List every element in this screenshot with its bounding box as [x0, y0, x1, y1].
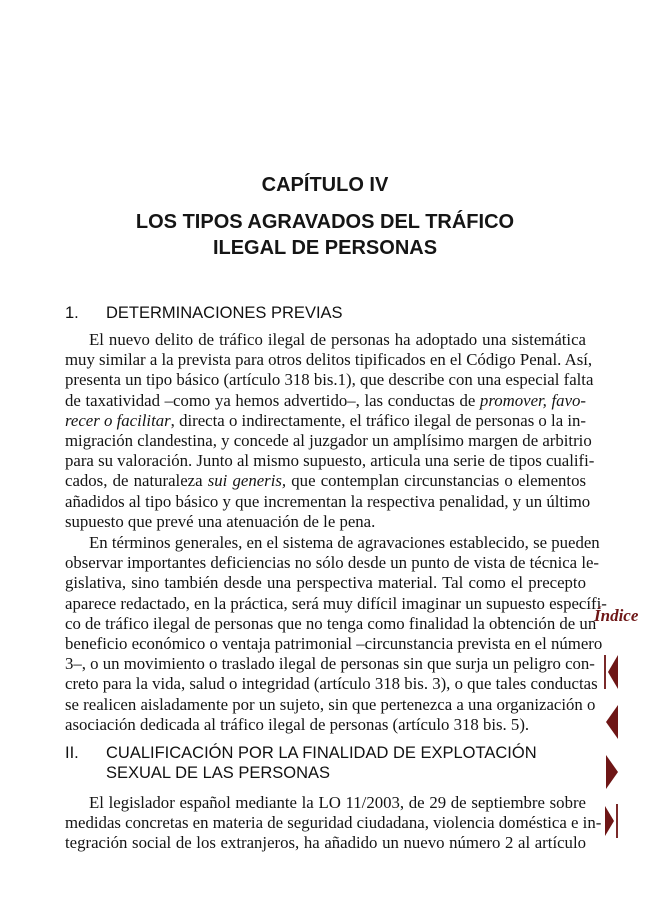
text-line: [65, 391, 586, 411]
text-run: observar importantes deficiencias no sólo desde un punto de vista de técnica le-: [65, 553, 600, 573]
first-page-button[interactable]: [602, 654, 622, 690]
section-heading-1: [65, 303, 586, 323]
italic-text: promover, favo-: [479, 390, 586, 410]
paragraph: [65, 330, 595, 532]
text-run: se realicen aisladamente por un sujeto, sin que pertenezca a una organización o: [65, 694, 596, 714]
section-heading-2: [65, 743, 586, 783]
text-run: beneficio económico o ventaja patrimonial –circunstancia prevista en el número: [65, 633, 603, 653]
text-run: que contemplan circunstancias o elementos: [286, 471, 587, 491]
chapter-title: [0, 209, 650, 261]
text-run: 3–, o un movimiento o traslado ilegal de personas sin que surja un peligro con-: [65, 654, 595, 674]
text-line: [65, 533, 600, 553]
text-line: [65, 715, 586, 735]
chapter-title-line: ILEGAL DE PERSONAS: [212, 237, 438, 259]
section-number: II.: [65, 744, 79, 762]
text-run: aparece redactado, en la práctica, será muy difícil imaginar un supuesto específi-: [65, 593, 607, 613]
previous-page-icon: [602, 704, 622, 740]
last-page-icon: [602, 803, 622, 839]
section-title: [106, 303, 343, 323]
text-run: asociación dedicada al tráfico ilegal de personas (artículo 318 bis. 5).: [65, 714, 530, 734]
section-number: 1.: [65, 304, 79, 322]
text-line: [65, 593, 607, 614]
next-page-icon: [602, 754, 622, 790]
text-run: muy similar a la prevista para otros delitos tipificados en el Código Penal. Así,: [65, 350, 593, 370]
first-page-icon: [602, 654, 622, 690]
paragraph: [65, 793, 602, 854]
text-line: [65, 451, 595, 471]
text-run: En términos generales, en el sistema de agravaciones establecido, se pueden: [89, 533, 600, 552]
text-line: [65, 654, 595, 674]
text-run: para su valoración. Junto al mismo supuesto, articula una serie de tipos cualifi-: [65, 451, 595, 471]
section-title-line: CUALIFICACIÓN POR LA FINALIDAD DE EXPLOTACIÓN: [106, 744, 537, 762]
text-run: , directa o indirectamente, el tráfico ilegal de personas o la in-: [170, 410, 586, 430]
text-line: [65, 411, 586, 431]
text-run: El nuevo delito de tráfico ilegal de personas ha adoptado una sistemática: [89, 330, 586, 349]
text-line: [65, 330, 586, 350]
last-page-button[interactable]: [602, 803, 622, 839]
text-line: [65, 471, 586, 491]
next-page-button[interactable]: [602, 754, 622, 790]
text-run: migración clandestina, y concede al juzgador un amplísimo margen de arbitrio: [65, 430, 592, 450]
section-title-line: SEXUAL DE LAS PERSONAS: [106, 764, 331, 782]
text-run: medidas concretas en materia de seguridad ciudadana, violencia doméstica e in-: [65, 813, 602, 833]
text-line: [65, 491, 591, 512]
text-line: [65, 633, 603, 654]
text-line: [65, 370, 594, 390]
chapter-number: CAPÍTULO IV: [261, 174, 389, 196]
text-run: gislativa, sino también desde una perspectiva material. Tal como el precepto: [65, 573, 586, 593]
italic-text: sui generis,: [207, 471, 287, 491]
text-run: añadidos al tipo básico y que incrementan la respectiva penalidad, y un último: [65, 491, 591, 511]
text-line: [65, 793, 586, 813]
text-run: tegración social de los extranjeros, ha añadido un nuevo número 2 al artículo: [65, 833, 586, 853]
text-line: [65, 674, 598, 694]
text-run: presenta un tipo básico (artículo 318 bis.1), que describe con una especial falta: [65, 370, 594, 390]
paragraph: [65, 533, 607, 735]
text-run: de taxatividad –como ya hemos advertido–, las conductas de: [65, 390, 480, 410]
chapter-title-line: LOS TIPOS AGRAVADOS DEL TRÁFICO: [135, 211, 515, 233]
text-line: [65, 833, 586, 853]
text-line: [65, 553, 600, 573]
text-line: [65, 512, 586, 532]
section-title-line: DETERMINACIONES PREVIAS: [106, 304, 343, 322]
text-line: [65, 694, 596, 715]
text-line: [65, 813, 602, 833]
text-run: El legislador español mediante la LO 11/2003, de 29 de septiembre sobre: [89, 793, 586, 812]
text-run: co de tráfico ilegal de personas que no tenga como finalidad la obtención de un: [65, 613, 597, 633]
index-link[interactable]: Índice: [594, 606, 639, 625]
previous-page-button[interactable]: [602, 704, 622, 740]
text-run: supuesto que prevé una atenuación de le pena.: [65, 511, 376, 531]
italic-text: recer o facilitar: [65, 410, 171, 430]
text-line: [65, 430, 592, 451]
text-run: creto para la vida, salud o integridad (artículo 318 bis. 3), o que tales conductas: [65, 674, 598, 694]
text-run: cados, de naturaleza: [65, 471, 208, 491]
text-line: [65, 573, 586, 593]
text-line: [65, 350, 593, 370]
text-line: [65, 613, 597, 634]
section-title: [106, 743, 537, 783]
